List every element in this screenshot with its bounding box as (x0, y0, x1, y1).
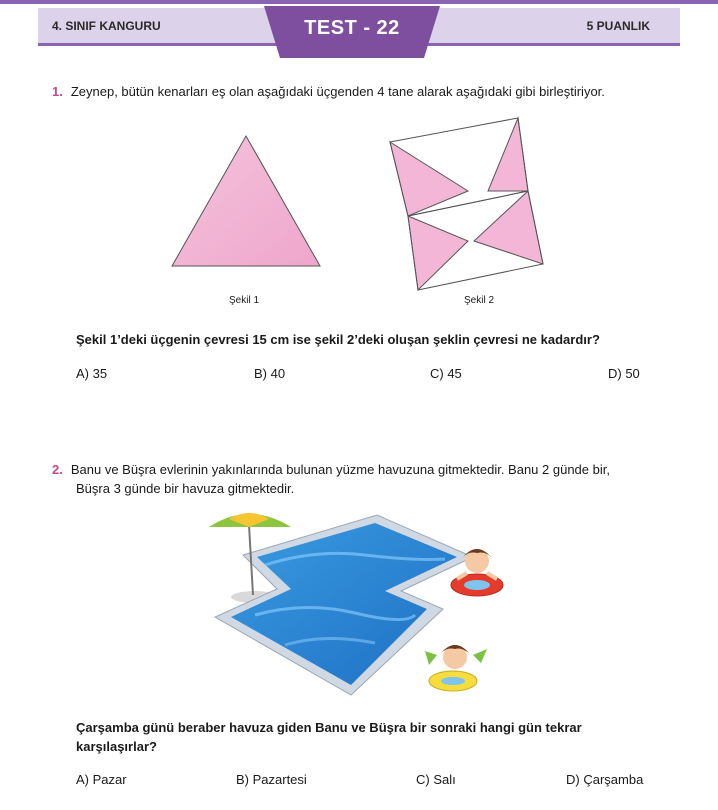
question-1-number: 1. (52, 84, 63, 99)
option-a[interactable]: A) Pazar (76, 772, 127, 787)
question-1-prompt: Şekil 1’deki üçgenin çevresi 15 cm ise şekil 2’deki oluşan şeklin çevresi ne kadardır? (76, 332, 600, 347)
points-label: 5 PUANLIK (586, 19, 650, 33)
option-c[interactable]: C) 45 (430, 366, 462, 381)
figure-2-caption: Şekil 2 (464, 295, 495, 306)
option-b[interactable]: B) Pazartesi (236, 772, 307, 787)
question-1-text: 1. Zeynep, bütün kenarları eş olan aşağıdaki üçgenden 4 tane alarak aşağıdaki gibi birleştiriyor. (52, 84, 605, 99)
option-b[interactable]: B) 40 (254, 366, 286, 381)
figure-1-triangle (172, 136, 320, 266)
question-2-prompt: Çarşamba günü beraber havuza giden Banu ve Büşra bir sonraki hangi gün tekrar karşılaşırlar? (76, 720, 582, 754)
option-c[interactable]: C) Salı (416, 772, 456, 787)
question-2-text: 2. Banu ve Büşra evlerinin yakınlarında bulunan yüzme havuzuna gitmektedir. Banu 2 günde bir, Büşra 3 günde bir havuza gitmektedir. (52, 462, 610, 496)
swimming-pool-illustration (205, 505, 505, 705)
option-d[interactable]: D) 50 (608, 366, 640, 381)
figure-2-star-shape (390, 116, 545, 291)
grade-label: 4. SINIF KANGURU (52, 19, 161, 33)
option-d[interactable]: D) Çarşamba (566, 772, 644, 787)
figure-1-caption: Şekil 1 (229, 295, 260, 306)
top-accent-line (0, 0, 718, 4)
question-2-number: 2. (52, 462, 63, 477)
option-a[interactable]: A) 35 (76, 366, 108, 381)
test-title: TEST - 22 (304, 17, 400, 39)
